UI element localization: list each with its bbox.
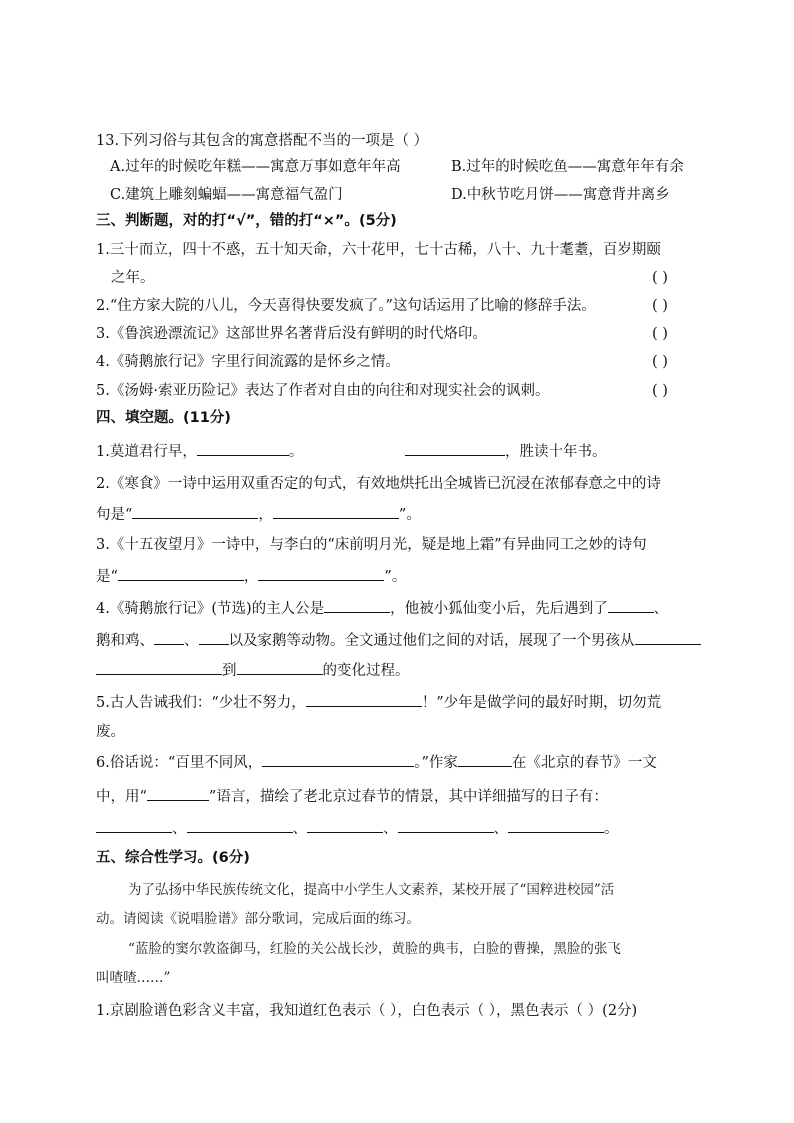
fill-6-text-b: 。”作家 (414, 755, 458, 771)
fill-1-blank-2[interactable] (405, 441, 505, 456)
fill-6-text-c: 在《北京的春节》一文 (511, 755, 657, 771)
fill-item-5 (96, 692, 661, 713)
fill-4-blank-4[interactable] (199, 630, 229, 645)
fill-5-blank-1[interactable] (306, 692, 422, 707)
fill-6-sep-1: 、 (172, 821, 187, 837)
comprehensive-q1: 1.京剧脸谱色彩含义丰富，我知道红色表示（ ），白色表示（ ），黑色表示（ ）(2分) (96, 1003, 638, 1019)
fill-6-blank-6[interactable] (307, 818, 383, 833)
judge-answer-3[interactable]: ( ) (652, 326, 668, 342)
fill-4-blank-5[interactable] (635, 630, 701, 645)
fill-3-text-b: 是“ (96, 569, 118, 585)
fill-item-3: 3.《十五夜望月》一诗中，与李白的“床前明月光，疑是地上霜”有异曲同工之妙的诗句 (96, 537, 647, 553)
fill-4-text-b: ，他被小狐仙变小后，先后遇到了 (390, 601, 608, 617)
fill-3-blank-2[interactable] (258, 566, 384, 581)
fill-3-blank-1[interactable] (118, 566, 244, 581)
judge-item-4: 4.《骑鹅旅行记》字里行间流露的是怀乡之情。 (96, 354, 400, 370)
fill-item-4-cont (96, 630, 701, 651)
fill-6-blank-8[interactable] (508, 818, 604, 833)
fill-4-text-c: 、 (653, 601, 669, 617)
fill-2-text-c: ， (258, 507, 273, 523)
judge-item-2: 2.“住方家大院的八儿，今天喜得快要发疯了。”这句话运用了比喻的修辞手法。 (96, 298, 596, 314)
fill-4-blank-6[interactable] (96, 660, 222, 675)
fill-6-sep-2: 、 (292, 821, 307, 837)
judge-item-5: 5.《汤姆·索亚历险记》表达了作者对自由的向往和对现实社会的讽刺。 (96, 383, 550, 399)
fill-1-text-c: ，胜读十年书。 (505, 444, 607, 460)
q13-option-c: C.建筑上雕刻蝙蝠——寓意福气盈门 (110, 187, 343, 203)
section5-title: 五、综合性学习。(6分) (96, 850, 250, 866)
fill-item-6-cont2 (96, 818, 619, 839)
fill-4-blank-2[interactable] (608, 598, 654, 613)
judge-item-3: 3.《鲁滨逊漂流记》这部世界名著背后没有鲜明的时代烙印。 (96, 326, 487, 342)
fill-2-blank-1[interactable] (132, 504, 258, 519)
fill-4-text-f: 以及家鹅等动物。全文通过他们之间的对话，展现了一个男孩从 (228, 633, 635, 649)
fill-3-text-d: ”。 (384, 569, 407, 585)
q13-option-a: A.过年的时候吃年糕——寓意万事如意年年高 (110, 159, 401, 175)
judge-answer-1[interactable]: ( ) (652, 270, 668, 286)
fill-4-blank-3[interactable] (154, 630, 184, 645)
lyrics-quote-cont: 叫喳喳……” (96, 970, 171, 986)
fill-item-4-cont2 (96, 660, 410, 681)
fill-1-text-b: 。 (288, 444, 304, 460)
section3-title: 三、判断题，对的打“√”，错的打“×”。(5分) (96, 213, 397, 229)
fill-6-text-a: 6.俗话说：“百里不同风， (96, 755, 263, 771)
fill-4-blank-1[interactable] (324, 598, 390, 613)
fill-4-text-g: 到 (222, 663, 237, 679)
section5-intro-cont: 动。请阅读《说唱脸谱》部分歌词，完成后面的练习。 (96, 911, 420, 927)
fill-6-blank-3[interactable] (147, 786, 209, 801)
fill-4-blank-7[interactable] (237, 660, 323, 675)
lyrics-quote: “蓝脸的窦尔敦盗御马，红脸的关公战长沙，黄脸的典韦，白脸的曹操，黑脸的张飞 (128, 941, 621, 957)
judge-answer-4[interactable]: ( ) (652, 354, 668, 370)
fill-item-1-b (405, 441, 607, 462)
q13-stem: 13.下列习俗与其包含的寓意搭配不当的一项是（ ） (96, 133, 429, 149)
q13-option-b: B.过年的时候吃鱼——寓意年年有余 (451, 159, 684, 175)
judge-answer-5[interactable]: ( ) (652, 383, 668, 399)
fill-item-3-cont (96, 566, 406, 587)
fill-item-4 (96, 598, 668, 619)
fill-item-2: 2.《寒食》一诗中运用双重否定的句式，有效地烘托出全城皆已沉浸在浓郁春意之中的诗 (96, 476, 661, 492)
fill-6-end: 。 (604, 821, 619, 837)
fill-5-text-a: 5.古人告诫我们：“少壮不努力， (96, 695, 306, 711)
fill-2-text-d: ”。 (398, 507, 421, 523)
fill-6-text-e: ”语言，描绘了老北京过春节的情景，其中详细描写的日子有： (208, 789, 608, 805)
fill-3-text-c: ， (243, 569, 259, 585)
judge-item-1-cont: 之年。 (111, 270, 155, 286)
fill-6-sep-3: 、 (383, 821, 398, 837)
judge-item-1: 1.三十而立，四十不惑，五十知天命，六十花甲，七十古稀，八十、九十耄耋，百岁期颐 (96, 242, 661, 258)
fill-item-6-cont (96, 786, 608, 807)
judge-answer-2[interactable]: ( ) (652, 298, 668, 314)
q13-option-d: D.中秋节吃月饼——寓意背井离乡 (451, 187, 670, 203)
fill-6-blank-5[interactable] (187, 818, 293, 833)
fill-6-text-d: 中，用“ (96, 789, 147, 805)
fill-4-text-e: 、 (184, 633, 199, 649)
fill-item-1 (96, 441, 303, 462)
fill-6-sep-4: 、 (493, 821, 508, 837)
fill-4-text-a: 4.《骑鹅旅行记》(节选)的主人公是 (96, 601, 325, 617)
fill-1-blank-1[interactable] (197, 441, 289, 456)
fill-2-blank-2[interactable] (273, 504, 399, 519)
fill-1-text-a: 1.莫道君行早， (96, 444, 197, 460)
fill-6-blank-7[interactable] (398, 818, 494, 833)
fill-item-6 (96, 752, 657, 773)
fill-4-text-d: 鹅和鸡、 (96, 633, 154, 649)
fill-4-text-h: 的变化过程。 (322, 663, 410, 679)
fill-item-2-cont (96, 504, 421, 525)
fill-6-blank-1[interactable] (262, 752, 414, 767)
section4-title: 四、填空题。(11分) (96, 410, 231, 426)
fill-6-blank-2[interactable] (458, 752, 512, 767)
fill-item-5-cont: 废。 (96, 724, 125, 740)
fill-5-text-b: ！”少年是做学问的最好时期，切勿荒 (421, 695, 662, 711)
fill-6-blank-4[interactable] (96, 818, 172, 833)
section5-intro: 为了弘扬中华民族传统文化，提高中小学生人文素养，某校开展了“国粹进校园”活 (128, 882, 615, 898)
fill-2-text-b: 句是“ (96, 507, 133, 523)
